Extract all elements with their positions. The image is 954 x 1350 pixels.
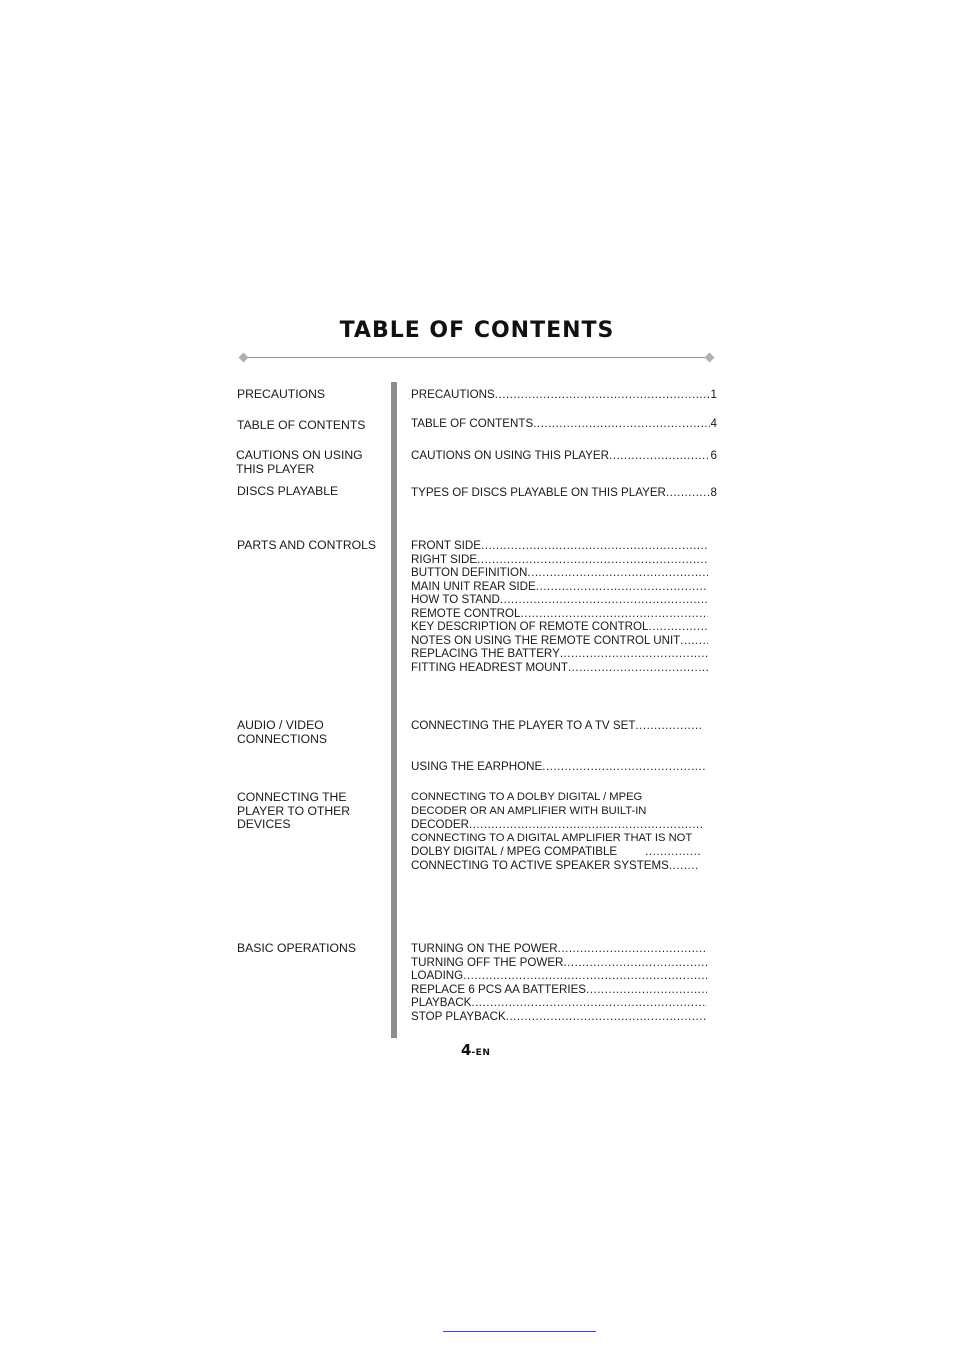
section-entries-precautions bbox=[411, 388, 717, 402]
page-ref: 1 bbox=[710, 388, 717, 401]
toc-entry[interactable]: BUTTON DEFINITION ..... bbox=[411, 566, 708, 580]
leader-dots bbox=[471, 996, 707, 1010]
section-entries-earphone bbox=[411, 760, 705, 774]
leader-dots bbox=[495, 388, 710, 402]
title-divider bbox=[244, 357, 710, 358]
toc-entry[interactable]: FRONT SIDE ..... bbox=[411, 539, 708, 553]
leader-dots bbox=[669, 859, 699, 873]
toc-entry[interactable]: REPLACING THE BATTERY ..... bbox=[411, 647, 708, 661]
leader-dots bbox=[680, 634, 708, 648]
leader-dots bbox=[649, 620, 709, 634]
toc-entry[interactable]: TURNING OFF THE POWER ..... bbox=[411, 956, 707, 970]
leader-dots bbox=[617, 845, 702, 859]
section-entries-discs-playable bbox=[411, 486, 717, 500]
toc-entry[interactable]: PLAYBACK ..... bbox=[411, 996, 707, 1010]
leader-dots bbox=[609, 449, 710, 463]
leader-dots bbox=[463, 969, 707, 983]
section-label-table-of-contents: TABLE OF CONTENTS bbox=[237, 418, 366, 432]
leader-dots bbox=[542, 760, 705, 774]
leader-dots bbox=[536, 580, 708, 594]
page-ref: 4 bbox=[710, 417, 717, 430]
toc-entry-line: CONNECTING TO A DOLBY DIGITAL / MPEG bbox=[411, 791, 643, 803]
toc-entry[interactable]: CAUTIONS ON USING THIS PLAYER ..... 6 bbox=[411, 449, 717, 463]
toc-entry[interactable]: DECODER ..... bbox=[411, 818, 702, 832]
leader-dots bbox=[635, 719, 703, 733]
page-ref: 8 bbox=[710, 486, 717, 499]
leader-dots bbox=[568, 661, 708, 675]
toc-entry[interactable]: CONNECTING TO ACTIVE SPEAKER SYSTEMS ..... bbox=[411, 859, 699, 873]
leader-dots bbox=[558, 942, 707, 956]
toc-entry[interactable]: TABLE OF CONTENTS ..... 4 bbox=[411, 417, 717, 431]
toc-entry[interactable]: FITTING HEADREST MOUNT ..... bbox=[411, 661, 708, 675]
leader-dots bbox=[527, 566, 708, 580]
leader-dots bbox=[500, 593, 708, 607]
page-number: 4-EN bbox=[461, 1041, 491, 1059]
divider-right-diamond-icon bbox=[705, 353, 715, 363]
toc-entry[interactable]: HOW TO STAND ..... bbox=[411, 593, 708, 607]
leader-dots bbox=[666, 486, 710, 500]
section-label-basic-operations: BASIC OPERATIONS bbox=[237, 941, 356, 955]
toc-entry[interactable]: CONNECTING THE PLAYER TO A TV SET ..... bbox=[411, 719, 703, 733]
section-entries-audio-video bbox=[411, 719, 703, 733]
divider-left-diamond-icon bbox=[239, 353, 249, 363]
leader-dots bbox=[481, 539, 708, 553]
toc-entry[interactable]: NOTES ON USING THE REMOTE CONTROL UNIT ..... bbox=[411, 634, 708, 648]
toc-entry[interactable]: KEY DESCRIPTION OF REMOTE CONTROL ..... bbox=[411, 620, 708, 634]
section-entries-cautions bbox=[411, 449, 717, 463]
toc-entry[interactable]: RIGHT SIDE ..... bbox=[411, 553, 708, 567]
leader-dots bbox=[521, 607, 708, 621]
leader-dots bbox=[563, 956, 707, 970]
toc-entry-line: DECODER OR AN AMPLIFIER WITH BUILT-IN bbox=[411, 804, 647, 817]
leader-dots bbox=[586, 983, 707, 997]
toc-entry[interactable]: REPLACE 6 PCS AA BATTERIES ..... bbox=[411, 983, 707, 997]
toc-entry[interactable]: DOLBY DIGITAL / MPEG COMPATIBLE ..... bbox=[411, 845, 702, 859]
leader-dots bbox=[533, 417, 709, 431]
section-label-precautions: PRECAUTIONS bbox=[237, 387, 326, 401]
toc-entry[interactable]: STOP PLAYBACK ..... bbox=[411, 1010, 707, 1024]
leader-dots bbox=[469, 818, 702, 832]
toc-entry-line: CONNECTING TO A DIGITAL AMPLIFIER THAT IS NOT bbox=[411, 831, 693, 844]
page-ref: 6 bbox=[710, 449, 717, 462]
page-suffix: -EN bbox=[471, 1048, 491, 1058]
section-entries-table-of-contents bbox=[411, 417, 717, 431]
toc-entry[interactable]: LOADING ..... bbox=[411, 969, 707, 983]
section-label-parts-and-controls: PARTS AND CONTROLS bbox=[237, 538, 377, 552]
section-entries-other-devices bbox=[411, 791, 702, 872]
section-entries-parts-and-controls bbox=[411, 539, 708, 674]
leader-dots bbox=[506, 1010, 707, 1024]
section-label-other-devices: CONNECTING THE PLAYER TO OTHER DEVICES bbox=[237, 790, 351, 832]
footer-link-underline bbox=[443, 1331, 596, 1332]
section-label-cautions: CAUTIONS ON USING THIS PLAYER bbox=[236, 448, 363, 476]
toc-entry[interactable]: REMOTE CONTROL ..... bbox=[411, 607, 708, 621]
toc-entry[interactable]: PRECAUTIONS ..... 1 bbox=[411, 388, 717, 402]
toc-entry[interactable]: TURNING ON THE POWER ..... bbox=[411, 942, 707, 956]
section-label-audio-video: AUDIO / VIDEO CONNECTIONS bbox=[237, 718, 328, 746]
toc-entry[interactable]: USING THE EARPHONE ..... bbox=[411, 760, 705, 774]
column-separator-bar bbox=[391, 382, 397, 1038]
leader-dots bbox=[560, 647, 708, 661]
section-label-discs-playable: DISCS PLAYABLE bbox=[237, 484, 339, 498]
toc-entry[interactable]: TYPES OF DISCS PLAYABLE ON THIS PLAYER ..... 8 bbox=[411, 486, 717, 500]
leader-dots bbox=[477, 553, 708, 567]
toc-entry[interactable]: MAIN UNIT REAR SIDE ..... bbox=[411, 580, 708, 594]
section-entries-basic-operations bbox=[411, 942, 707, 1023]
page-title: TABLE OF CONTENTS bbox=[339, 318, 615, 343]
